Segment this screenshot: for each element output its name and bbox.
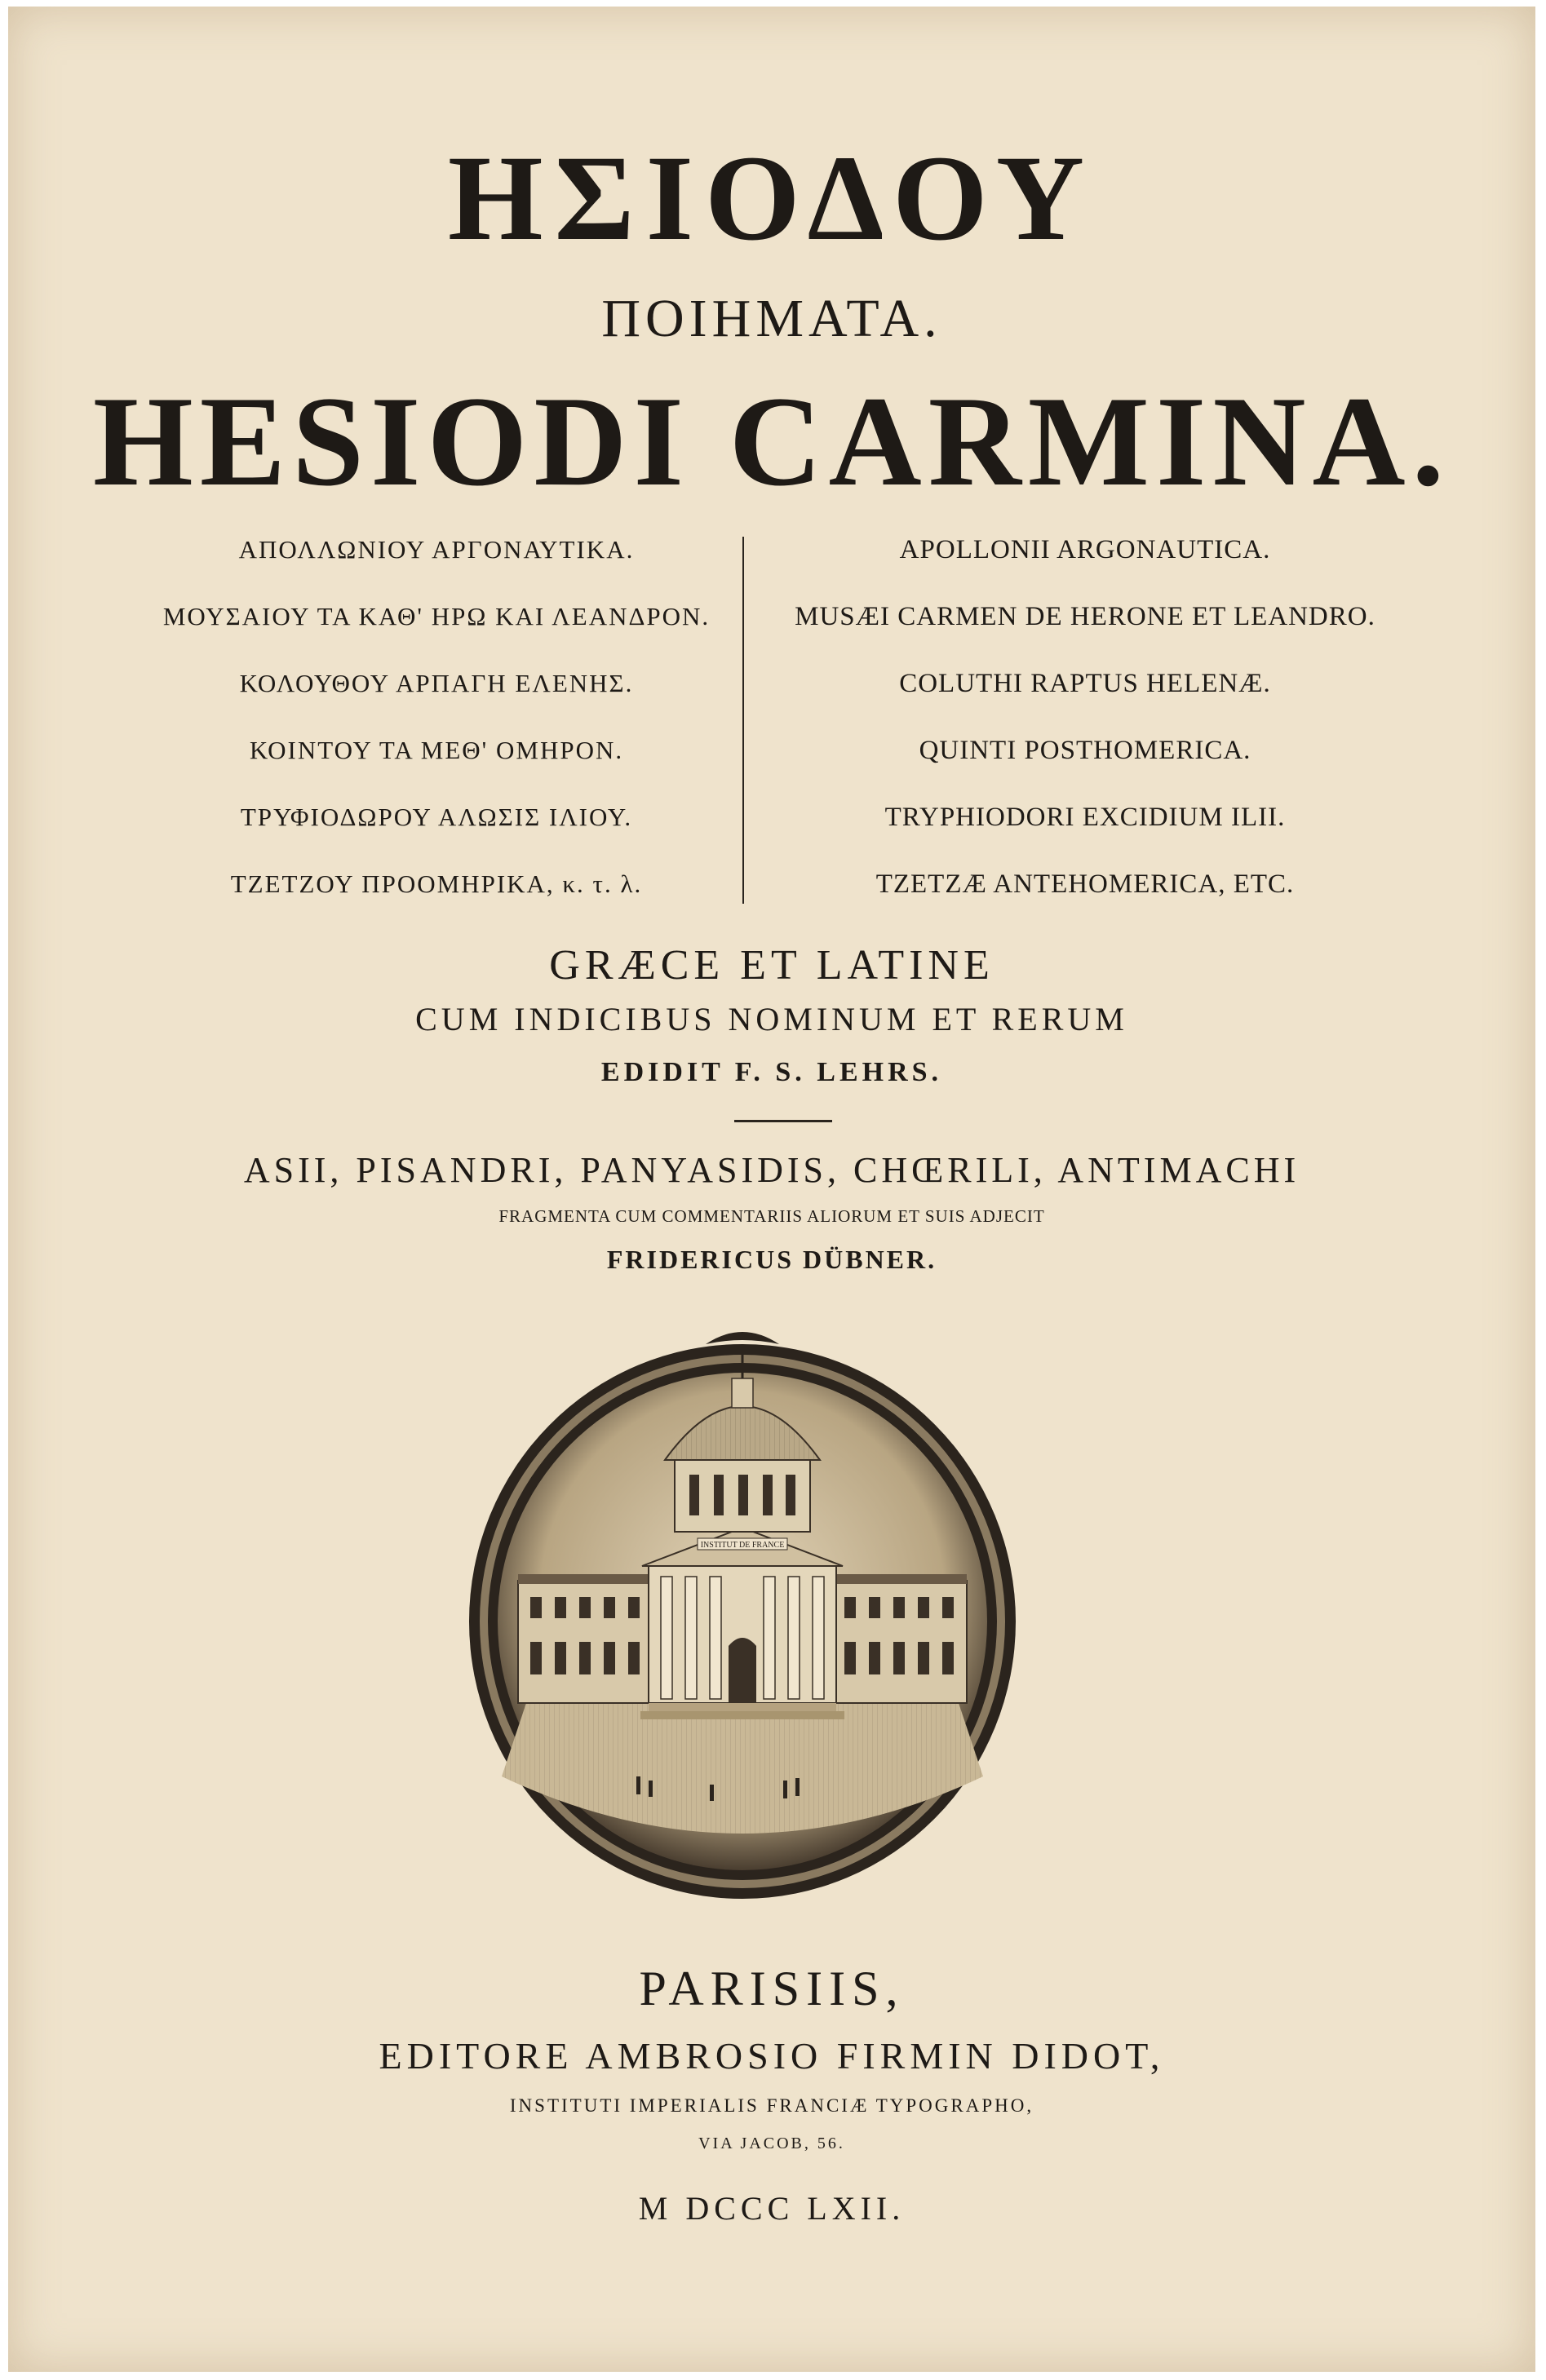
medallion-caption: INSTITUT DE FRANCE (700, 1541, 785, 1550)
latin-contents-item: COLUTHI RAPTUS HELENÆ. (899, 669, 1271, 698)
latin-contents-item: TZETZÆ ANTEHOMERICA, ETC. (875, 869, 1295, 899)
greek-contents-column (131, 537, 742, 920)
title-page (8, 7, 1535, 2372)
greek-contents-item: ΜΟΥΣΑΙΟΥ ΤΑ ΚΑΘ' ΗΡΩ ΚΑΙ ΛΕΑΝΔΡΟΝ. (162, 602, 711, 630)
institut-de-france-medallion (461, 1320, 1024, 1907)
imprint-publisher: EDITORE AMBROSIO FIRMIN DIDOT, (379, 2035, 1165, 2077)
latin-title: HESIODI CARMINA. (92, 370, 1451, 513)
greek-contents-item: ΑΠΟΛΛΩΝΙΟΥ ΑΡΓΟΝΑΥΤΙΚΑ. (238, 535, 635, 564)
fragments-authors: ASII, PISANDRI, PANYASIDIS, CHŒRILI, ANTIMACHI (243, 1150, 1300, 1190)
greek-title: ΗΣΙΟΔΟΥ (447, 131, 1096, 266)
column-divider (742, 537, 744, 904)
greek-contents-item: ΚΟΛΟΥΘΟΥ ΑΡΠΑΓΗ ΕΛΕΝΗΣ. (239, 669, 634, 697)
greek-subtitle: ΠΟΙΗΜΑΤΑ. (601, 289, 942, 348)
contents-table (8, 537, 1535, 920)
imprint-date: M DCCC LXII. (638, 2190, 906, 2227)
greek-contents-item: ΤΡΥΦΙΟΔΩΡΟΥ ΑΛΩΣΙΣ ΙΛΙΟΥ. (240, 803, 633, 831)
latin-contents-item: QUINTI POSTHOMERICA. (919, 736, 1251, 765)
latin-contents-column (746, 537, 1424, 920)
imprint-title: INSTITUTI IMPERIALIS FRANCIÆ TYPOGRAPHO, (509, 2095, 1034, 2116)
section-rule (734, 1120, 832, 1122)
fragments-editor: FRIDERICUS DÜBNER. (606, 1245, 937, 1274)
greek-contents-item: ΤΖΕΤΖΟΥ ΠΡΟΟΜΗΡΙΚΑ, κ. τ. λ. (230, 869, 643, 898)
graece-et-latine: GRÆCE ET LATINE (549, 942, 994, 989)
cum-indicibus: CUM INDICIBUS NOMINUM ET RERUM (415, 1001, 1128, 1037)
latin-contents-item: MUSÆI CARMEN DE HERONE ET LEANDRO. (795, 602, 1375, 631)
imprint-city: PARISIIS, (639, 1962, 905, 2015)
latin-contents-item: APOLLONII ARGONAUTICA. (899, 535, 1271, 564)
greek-contents-item: ΚΟΙΝΤΟΥ ΤΑ ΜΕΘ' ΟΜΗΡΟΝ. (249, 736, 624, 764)
fragments-note: FRAGMENTA CUM COMMENTARIIS ALIORUM ET SUIS ADJECIT (498, 1206, 1045, 1226)
edidit-line: EDIDIT F. S. LEHRS. (600, 1057, 943, 1087)
imprint-address: VIA JACOB, 56. (698, 2134, 845, 2152)
latin-contents-item: TRYPHIODORI EXCIDIUM ILII. (884, 803, 1286, 832)
